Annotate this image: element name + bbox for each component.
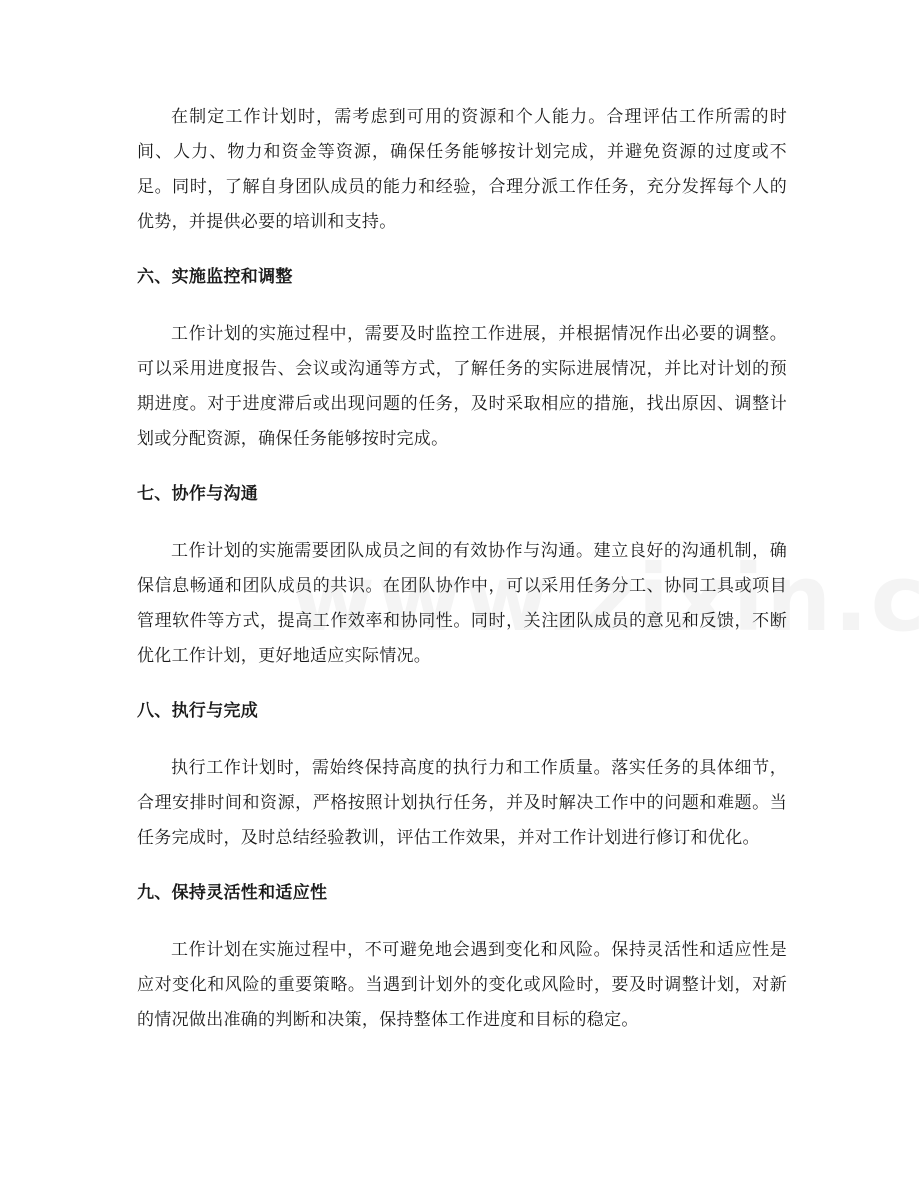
- document-body: [137, 100, 787, 1038]
- section-body-9: 工作计划在实施过程中，不可避免地会遇到变化和风险。保持灵活性和适应性是应对变化和风险的重要策略。当遇到计划外的变化或风险时，要及时调整计划，对新的情况做出准确的判断和决策，保持整体工作进度和目标的稳定。: [137, 940, 787, 1030]
- section-body-8: 执行工作计划时，需始终保持高度的执行力和工作质量。落实任务的具体细节，合理安排时间和资源，严格按照计划执行任务，并及时解决工作中的问题和难题。当任务完成时，及时总结经验教训，评估工作效果，并对工作计划进行修订和优化。: [137, 758, 787, 848]
- section-heading-9: 九、保持灵活性和适应性: [137, 883, 328, 903]
- section-body-6: 工作计划的实施过程中，需要及时监控工作进展，并根据情况作出必要的调整。可以采用进度报告、会议或沟通等方式，了解任务的实际进展情况，并比对计划的预期进度。对于进度滞后或出现问题的任务，及时采取相应的措施，找出原因、调整计划或分配资源，确保任务能够按时完成。: [137, 324, 787, 449]
- intro-paragraph: 在制定工作计划时，需考虑到可用的资源和个人能力。合理评估工作所需的时间、人力、物力和资金等资源，确保任务能够按计划完成，并避免资源的过度或不足。同时，了解自身团队成员的能力和经验，合理分派工作任务，充分发挥每个人的优势，并提供必要的培训和支持。: [137, 107, 787, 232]
- section-heading-7: 七、协作与沟通: [137, 484, 259, 504]
- section-body-7: 工作计划的实施需要团队成员之间的有效协作与沟通。建立良好的沟通机制，确保信息畅通和团队成员的共识。在团队协作中，可以采用任务分工、协同工具或项目管理软件等方式，提高工作效率和协同性。同时，关注团队成员的意见和反馈，不断优化工作计划，更好地适应实际情况。: [137, 541, 787, 666]
- section-heading-6: 六、实施监控和调整: [137, 267, 293, 287]
- section-heading-8: 八、执行与完成: [137, 701, 259, 721]
